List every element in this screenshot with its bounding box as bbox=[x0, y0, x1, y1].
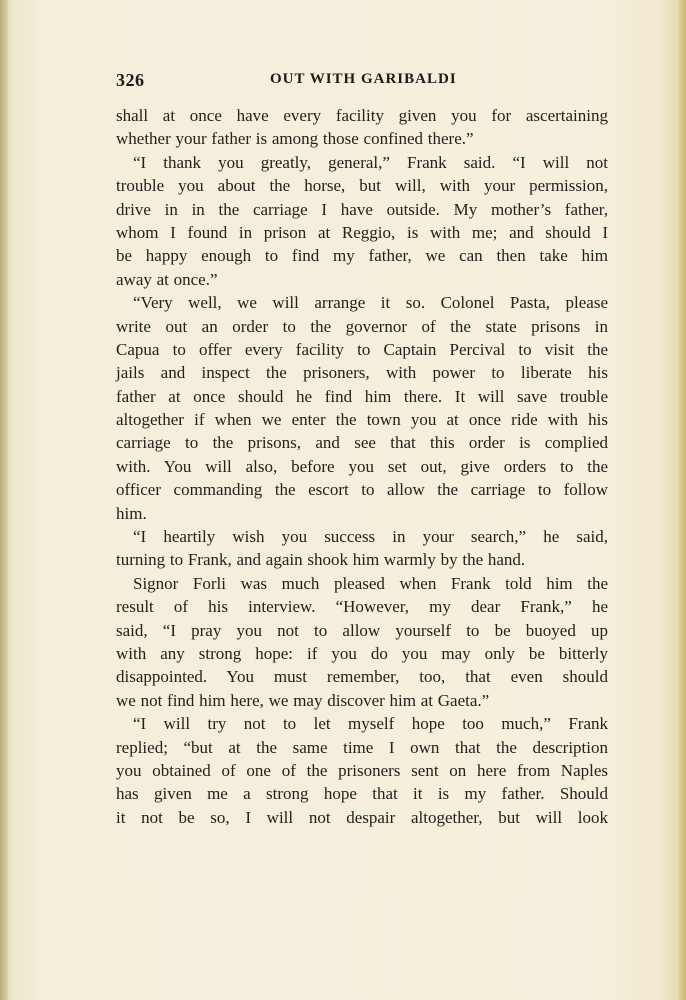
text-line: Capua to offer every facility to Captain Percival to visit the bbox=[116, 339, 608, 359]
text-line: altogether if when we enter the town you at once ride with his bbox=[116, 410, 608, 430]
text-line: Signor Forli was much pleased when Frank told him the bbox=[133, 573, 608, 593]
text-line: turning to Frank, and again shook him warmly by the hand. bbox=[116, 550, 526, 570]
text-line: result of his interview. “However, my dear Frank,” he bbox=[116, 597, 608, 617]
text-line: said, “I pray you not to allow yourself to be buoyed up bbox=[116, 620, 608, 640]
text-line: you obtained of one of the prisoners sent on here from Naples bbox=[116, 760, 608, 780]
text-line: “I heartily wish you success in your search,” he said, bbox=[133, 527, 608, 547]
text-line: drive in in the carriage I have outside. My mother’s father, bbox=[116, 199, 608, 219]
text-line: father at once should he find him there. It will save trouble bbox=[116, 386, 608, 406]
page-spine-shadow bbox=[0, 0, 8, 1000]
text-line: jails and inspect the prisoners, with power to liberate his bbox=[116, 363, 608, 383]
text-line: “I thank you greatly, general,” Frank said. “I will not bbox=[133, 152, 608, 172]
text-line: away at once.” bbox=[116, 269, 218, 289]
text-line: whom I found in prison at Reggio, is with me; and should I bbox=[116, 222, 608, 242]
text-line: “Very well, we will arrange it so. Colonel Pasta, please bbox=[133, 293, 608, 313]
body-text bbox=[116, 104, 608, 829]
text-line: write out an order to the governor of the state prisons in bbox=[116, 316, 608, 336]
text-line: carriage to the prisons, and see that this order is complied bbox=[116, 433, 608, 453]
text-line: disappointed. You must remember, too, that even should bbox=[116, 667, 608, 687]
page-edge bbox=[678, 0, 686, 1000]
text-line: with any strong hope: if you do you may only be bitterly bbox=[116, 643, 608, 663]
text-line: officer commanding the escort to allow the carriage to follow bbox=[116, 480, 608, 500]
text-line: with. You will also, before you set out, give orders to the bbox=[116, 456, 608, 476]
running-head: OUT WITH GARIBALDI bbox=[270, 71, 457, 87]
text-line: it not be so, I will not despair altogether, but will look bbox=[116, 807, 608, 827]
text-line: “I will try not to let myself hope too much,” Frank bbox=[133, 714, 608, 734]
text-line: has given me a strong hope that it is my father. Should bbox=[116, 784, 608, 804]
page-number: 326 bbox=[116, 70, 145, 90]
text-line: be happy enough to find my father, we can then take him bbox=[116, 246, 608, 266]
text-line: we not find him here, we may discover him at Gaeta.” bbox=[116, 690, 490, 710]
page-header bbox=[116, 70, 608, 92]
text-line: him. bbox=[116, 503, 147, 523]
text-line: replied; “but at the same time I own that the description bbox=[116, 737, 608, 757]
text-line: whether your father is among those confined there.” bbox=[116, 129, 474, 149]
text-line: trouble you about the horse, but will, with your permission, bbox=[116, 176, 608, 196]
text-line: shall at once have every facility given you for ascertaining bbox=[116, 106, 608, 125]
